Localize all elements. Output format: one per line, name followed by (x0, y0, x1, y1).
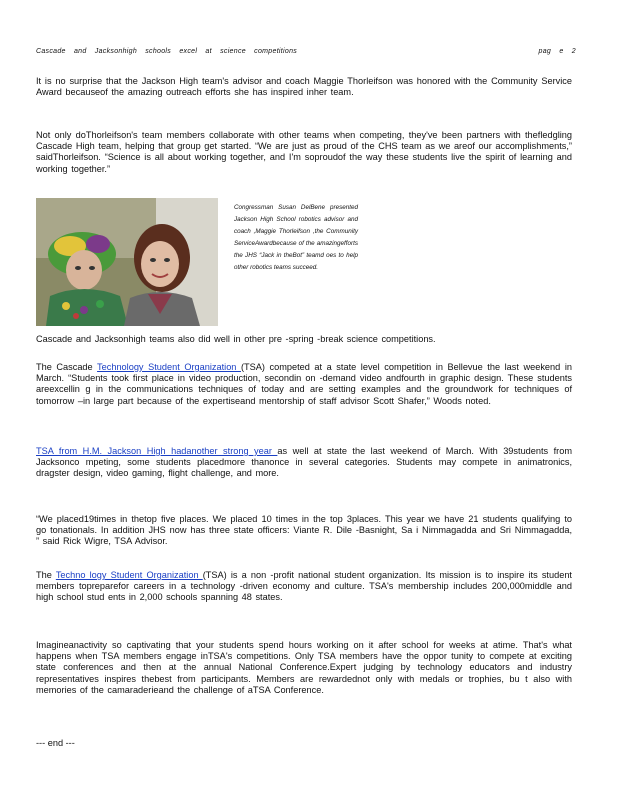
paragraph-tsa-mission (36, 570, 572, 604)
paragraph-competitions: Cascade and Jacksonhigh teams also did well in other pre -spring -break science competitions. (36, 334, 436, 344)
photo-illustration (36, 198, 218, 326)
paragraph-cascade-tsa (36, 362, 572, 407)
paragraph-collaboration: Not only doThorleifson's team members collaborate with other teams when competing, they've been partners with thefledgling Cascade High team, helping that group get started. “We are just as proud of the CHS team as we areof our accomplishments,” saidThorleifson. “Science is all about working together, and I'm soproudof the way these students live the spirit of learning and working together.” (36, 130, 572, 174)
award-photo (36, 198, 218, 326)
p4-post: (TSA) competed at a state level competition in Bellevue the last weekend in March. “Students took first place in video production, secondin on -demand video andfourth in graphic design. These students areexcellin g in the communications techniques of today and are setting examples and the groundwork for techniques of tomorrow –in large part because of the expertiseand mentorship of staff advisor Scott Shafer,” Woods noted. (36, 362, 572, 406)
end-marker: --- end --- (36, 738, 75, 748)
link-tsa-org[interactable]: Techno logy Student Organization (55, 570, 203, 580)
link-tsa-jackson[interactable]: TSA from H.M. Jackson High hadanother strong year (36, 446, 278, 456)
p7-post: (TSA) is a non -profit national student organization. Its mission is to inspire its student members topreparefor careers in a technology -driven economy and culture. TSA's membership includes 200,000middle and high school stud ents in 2,000 schools spanning 48 states. (36, 570, 572, 603)
page-number: pag e 2 (538, 48, 576, 55)
header-title: Cascade and Jacksonhigh schools excel at science competitions (36, 48, 298, 55)
link-tsa-cascade[interactable]: Technology Student Organization (97, 362, 241, 372)
p7-pre: The (36, 570, 56, 580)
page-header (36, 48, 576, 55)
paragraph-award: It is no surprise that the Jackson High team's advisor and coach Maggie Thorleifson was honored with the Community Service Award becauseof the amazing outreach efforts she has inspired inher team. (36, 76, 572, 98)
p4-pre: The Cascade (36, 362, 98, 372)
paragraph-imagine: Imagineanactivity so captivating that your students spend hours working on it after school for weeks at atime. That's what happens when TSA members engage inTSA's competitions. Only TSA members have the oppor tunity to compete at exciting state conferences and then at the annual National Conference.Expert judging by technology educators and industry representatives inspires thebest from participants. Members are rewardednot only with medals or trophies, bu t also with memories of the camaraderieand the challenge of aTSA Conference. (36, 640, 572, 695)
p5-post: as well at state the last weekend of March. With 39students from Jacksonco mpeting, some students placedmore thanonce in several categories. Students may compete in animatronics, dragster design, video gaming, flight challenge, and more. (36, 446, 572, 479)
paragraph-jackson-tsa (36, 446, 572, 480)
photo-caption: Congressman Susan DelBene presented Jackson High School robotics advisor and coach ,Maggie Thorleifson ,the Community ServiceAwardbecause of the amazingefforts the JHS “Jack in theBot” teamd oes to help other robotics teams succeed. (234, 204, 358, 272)
paragraph-quote: “We placed19times in thetop five places. We placed 10 times in the top 3places. This year we have 21 students qualifying to go tonationals. In addition JHS now has three state officers: Viante R. Dile -Basnight, Sa i Nimmagadda and Sri Nimmagadda, ” said Rick Wigre, TSA Advisor. (36, 514, 572, 547)
